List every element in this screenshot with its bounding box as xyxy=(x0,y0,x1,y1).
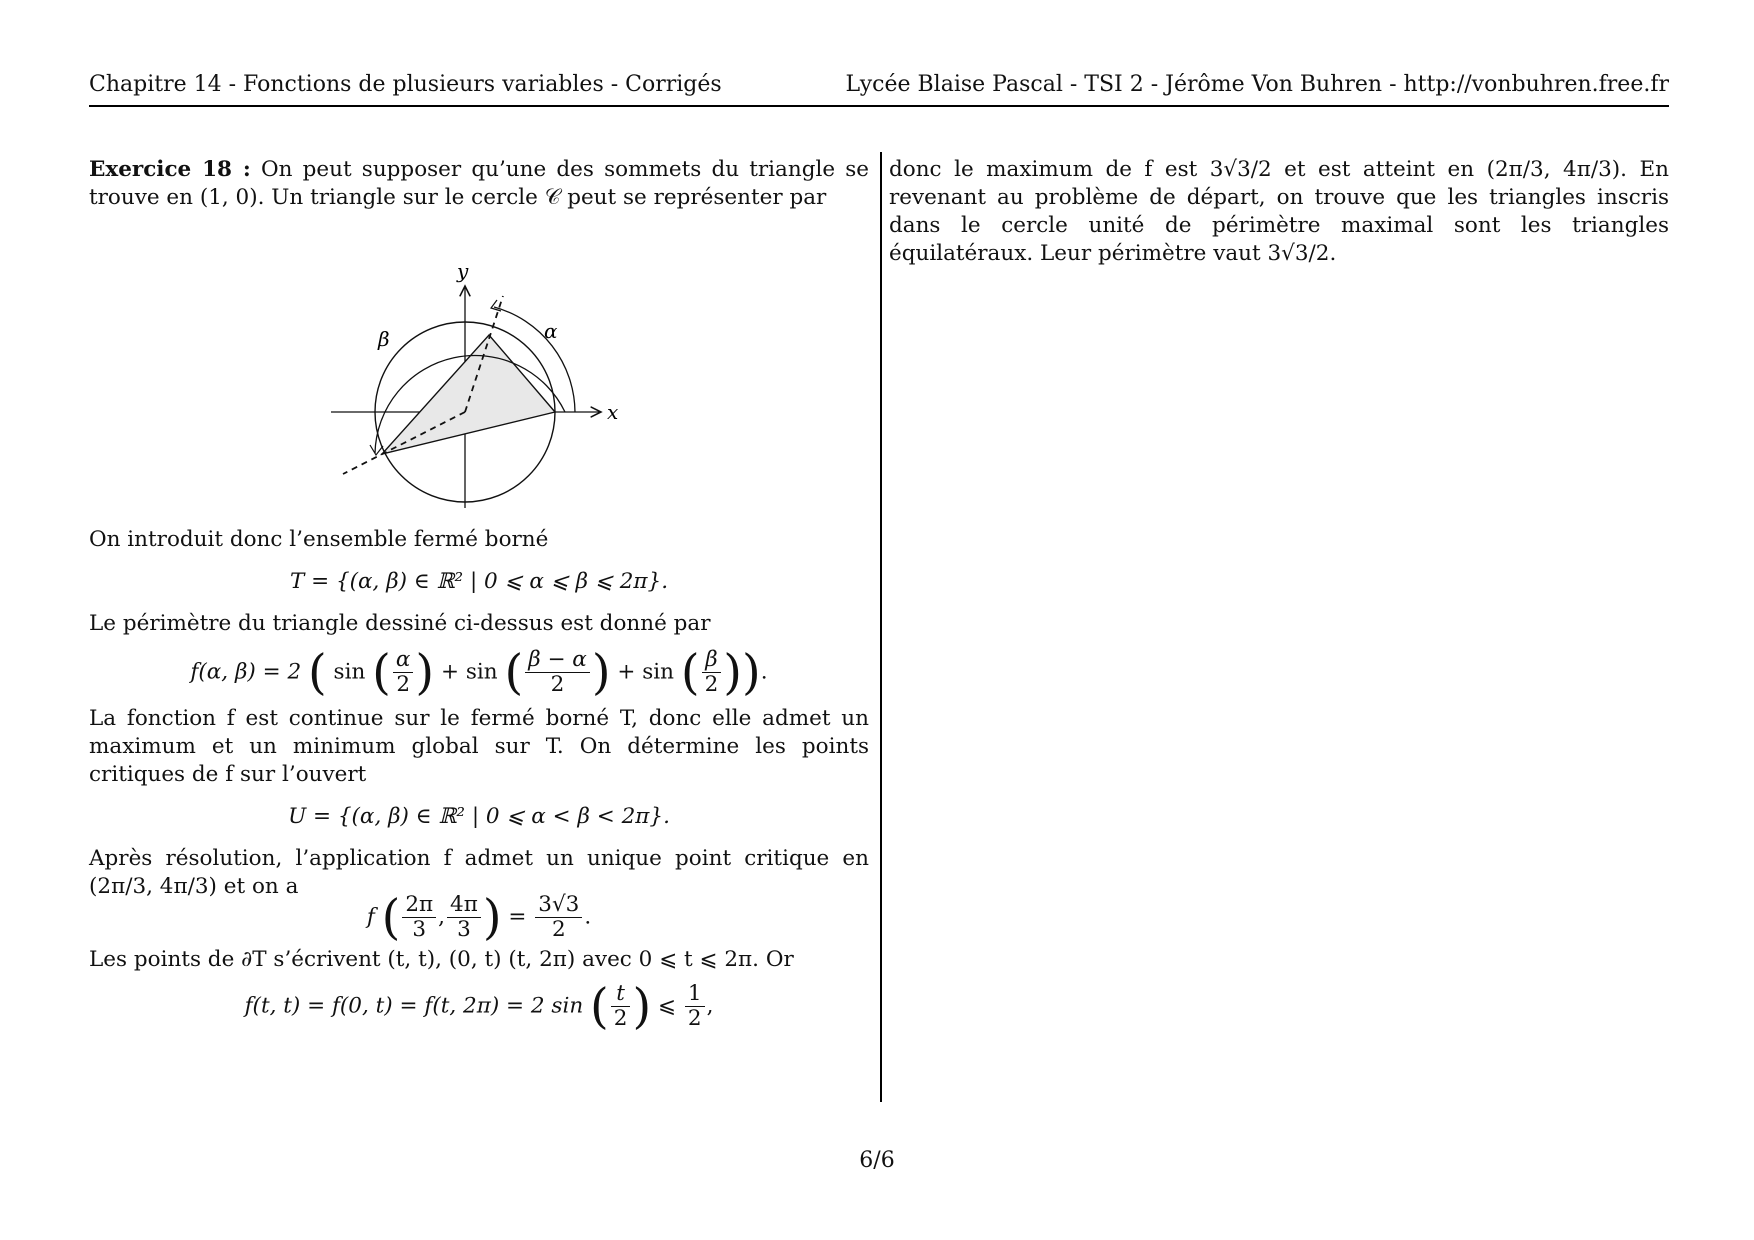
y-axis-label: y xyxy=(457,259,469,283)
paren-open-bound: ( xyxy=(590,978,609,1035)
eq-crit-end: . xyxy=(584,904,592,930)
frac-num: t xyxy=(611,982,631,1007)
header-chapter: Chapitre 14 - Fonctions de plusieurs variables - Corrigés xyxy=(89,72,722,97)
eq-f-sin1: sin xyxy=(333,659,366,685)
eq-f-plus2: + sin xyxy=(617,659,675,685)
alpha-label: α xyxy=(544,319,558,343)
frac-den: 2 xyxy=(613,1006,628,1031)
eq-f-plus1: + sin xyxy=(441,659,498,685)
triangle-figure xyxy=(89,220,869,508)
beta-arrow-icon xyxy=(370,445,383,455)
paren-open-crit: ( xyxy=(381,889,401,946)
frac-den: 2 xyxy=(687,1006,702,1031)
frac-num: α xyxy=(393,648,414,673)
exercise-intro xyxy=(89,156,869,212)
eq-bound-le: ⩽ xyxy=(658,993,677,1019)
right-column xyxy=(889,156,1669,268)
eq-f-end: . xyxy=(760,659,768,685)
frac-num: 3√3 xyxy=(535,893,582,918)
column-divider xyxy=(880,152,882,1102)
paragraph-continue: La fonction f est continue sur le fermé borné T, donc elle admet un maximum et un minimum global sur T. On détermine les points critiques de f sur l’ouvert xyxy=(89,706,869,787)
paren-close-bound: ) xyxy=(632,978,652,1035)
eq-bound-end: , xyxy=(706,993,714,1019)
frac-num: β − α xyxy=(525,648,590,673)
paren-open-1: ( xyxy=(372,644,391,701)
frac-den: 2 xyxy=(704,672,719,697)
triangle xyxy=(382,335,555,454)
paragraph-perimetre: Le périmètre du triangle dessiné ci-dessus est donné par xyxy=(89,611,711,636)
equation-T: T = {(α, β) ∈ ℝ² | 0 ⩽ α ⩽ β ⩽ 2π}. xyxy=(289,569,669,594)
frac-den: 2 xyxy=(550,672,565,697)
paren-close-outer: ) xyxy=(742,644,761,701)
frac-num: β xyxy=(702,648,722,673)
paren-close-crit: ) xyxy=(482,889,502,946)
frac-den: 2 xyxy=(396,672,410,697)
frac-t-2 xyxy=(611,982,631,1031)
paren-open-2: ( xyxy=(504,644,524,701)
paren-close-2: ) xyxy=(591,644,611,701)
paragraph-points: Les points de ∂T s’écrivent (t, t), (0, t) (t, 2π) avec 0 ⩽ t ⩽ 2π. Or xyxy=(89,947,794,972)
frac-alpha-2 xyxy=(393,648,414,697)
equation-boundary xyxy=(89,978,869,1035)
frac-num: 2π xyxy=(402,893,436,918)
eq-crit-comma: , xyxy=(438,904,446,930)
eq-crit-f: f xyxy=(366,904,375,930)
left-column xyxy=(89,156,869,1035)
frac-den: 3 xyxy=(457,917,471,942)
frac-beta-alpha-2 xyxy=(525,648,590,697)
frac-2pi-3 xyxy=(402,893,436,942)
intro-text: On peut supposer qu’une des sommets du triangle se trouve en (1, 0). Un triangle sur le cercle 𝒞 peut se représenter par xyxy=(89,157,869,210)
beta-label: β xyxy=(378,327,390,351)
frac-den: 2 xyxy=(551,917,566,942)
eq-crit-eq: = xyxy=(508,904,527,930)
frac-beta-2 xyxy=(702,648,722,697)
eq-f-lhs: f(α, β) = 2 xyxy=(190,659,302,685)
paragraph-ensemble: On introduit donc l’ensemble fermé borné xyxy=(89,527,549,552)
exercise-label: Exercice 18 : xyxy=(89,157,251,182)
paragraph-conclusion: donc le maximum de f est 3√3/2 et est atteint en (2π/3, 4π/3). En revenant au problème de départ, on trouve que les triangles inscris dans le cercle unité de périmètre maximal sont les triangles équilatéraux. Leur périmètre vaut 3√3/2. xyxy=(889,157,1669,266)
paren-close-1: ) xyxy=(415,644,435,701)
frac-3sqrt3-2 xyxy=(535,893,582,942)
page-number: 6/6 xyxy=(859,1148,895,1173)
frac-4pi-3 xyxy=(447,893,481,942)
frac-num: 1 xyxy=(685,982,705,1007)
x-axis-label: x xyxy=(607,400,619,424)
frac-den: 3 xyxy=(412,917,427,942)
eq-bound-lhs: f(t, t) = f(0, t) = f(t, 2π) = 2 sin xyxy=(244,993,584,1019)
paren-close-3: ) xyxy=(723,644,743,701)
frac-num: 4π xyxy=(447,893,481,918)
paragraph-apres: Après résolution, l’application f admet un unique point critique en (2π/3, 4π/3) et on a xyxy=(89,846,869,899)
header-author: Lycée Blaise Pascal - TSI 2 - Jérôme Von Buhren - http://vonbuhren.free.fr xyxy=(845,72,1669,97)
equation-U: U = {(α, β) ∈ ℝ² | 0 ⩽ α < β < 2π}. xyxy=(288,804,670,829)
paren-open-outer: ( xyxy=(307,644,327,701)
paren-open-3: ( xyxy=(680,644,700,701)
frac-1-2 xyxy=(685,982,705,1031)
page-header xyxy=(89,72,1669,107)
equation-f xyxy=(89,644,869,701)
